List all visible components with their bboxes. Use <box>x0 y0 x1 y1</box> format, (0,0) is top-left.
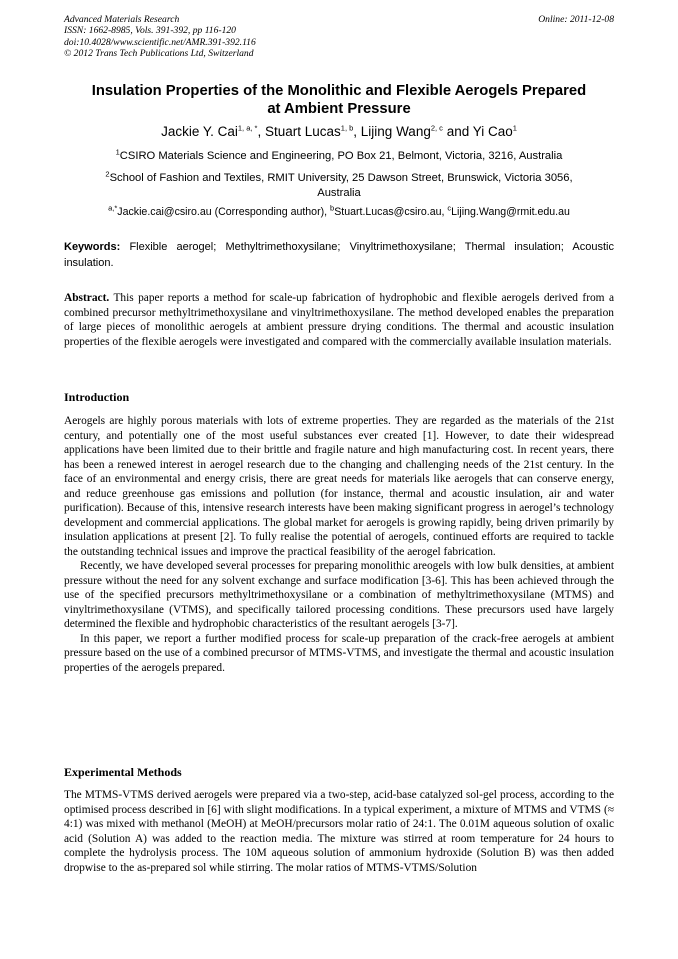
author-superscript: 1, a, * <box>237 123 258 133</box>
affiliation-2 <box>64 171 614 201</box>
paragraph: Recently, we have developed several processes for preparing monolithic areogels with low bulk densities, at ambient pressure without the need for any solvent exchange and surface modification [3-6]. This has been achieved through the use of the specified precursors methyltrimethoxysilane or a combination of methyltrimethoxysilane (MTMS) and vinyltrimethoxysilane (VTMS), and specifically tailored processing conditions. These precursors used have largely determined the flexible and hydrophobic characteristics of the resultant aerogels [3-7]. <box>64 560 614 630</box>
email-address: Lijing.Wang@rmit.edu.au <box>451 206 570 218</box>
affiliation-superscript: 1 <box>115 147 120 157</box>
author-list <box>64 123 614 141</box>
issn: ISSN: 1662-8985, Vols. 391-392, pp 116-120 <box>64 25 236 37</box>
author-name: , Lijing Wang <box>353 124 431 139</box>
affiliation-text: School of Fashion and Textiles, RMIT University, 25 Dawson Street, Brunswick, Victoria 3056, <box>109 172 573 184</box>
paper-title <box>64 82 614 118</box>
paragraph: In this paper, we report a further modified process for scale-up preparation of the crack-free aerogels at ambient pressure based on the use of a combined precursor of MTMS-VTMS, and investigate the thermal and acoustic insulation properties of the aerogels prepared. <box>64 632 614 674</box>
publication-info <box>64 14 256 59</box>
email-superscript: c <box>447 203 452 213</box>
email-list <box>64 205 614 219</box>
author-name: , Stuart Lucas <box>257 124 341 139</box>
title-line-1: Insulation Properties of the Monolithic and Flexible Aerogels Prepared <box>91 83 587 99</box>
journal-name: Advanced Materials Research <box>64 14 180 25</box>
title-line-2: at Ambient Pressure <box>267 101 411 117</box>
author-superscript: 1 <box>512 123 517 133</box>
email-superscript: a,* <box>108 203 118 213</box>
abstract-label: Abstract. <box>64 292 110 304</box>
methods-body <box>64 788 614 875</box>
keywords-label: Keywords: <box>64 241 121 253</box>
affiliation-superscript: 2 <box>105 169 110 179</box>
introduction-body <box>64 414 614 675</box>
author-superscript: 1, b <box>340 123 354 133</box>
keywords <box>64 240 614 271</box>
author-name: and Yi Cao <box>442 124 513 139</box>
online-date: Online: 2011-12-08 <box>538 14 614 25</box>
abstract-text: This paper reports a method for scale-up fabrication of hydrophobic and flexible aerogels derived from a combined precursor methyltrimethoxysilane and vinyltrimethoxysilane. The method developed enables the preparation of large pieces of monolithic aerogels at ambient pressure drying conditions. The thermal and acoustic insulation properties of the flexible aerogels were investigated and compared with the commercially available insulation materials. <box>64 292 614 348</box>
author-name: Jackie Y. Cai <box>161 124 238 139</box>
email-address: Jackie.cai@csiro.au (Corresponding author), <box>117 206 331 218</box>
paragraph: Aerogels are highly porous materials with lots of extreme properties. They are regarded as the materials of the 21st century, and potentially one of the most useful substances ever created [1]. However, to date their widespread applications have been limited due to their brittle and fragile nature and high manufacturing cost. In recent years, there has been a renewed interest in aerogel research due to the changing and challenging needs of the 21st century. In the face of an environmental and energy crisis, there are great needs for materials like aerogels that can conserve energy, and reduce greenhouse gas emissions and pollution (for instance, thermal and acoustic insulation, air and water purification). Because of this, intensive research interests have been making significant progress in aerogel’s technology development and commercial applications. The global market for aerogels is growing rapidly, being driven primarily by insulation applications at present [2]. To fully realise the potential of aerogels, continued efforts are required to tackle the outstanding technical issues and improve the practical feasibility of the aerogel fabrication. <box>64 415 614 558</box>
doi: doi:10.4028/www.scientific.net/AMR.391-392.116 <box>64 36 256 48</box>
copyright: © 2012 Trans Tech Publications Ltd, Switzerland <box>64 47 254 59</box>
email-superscript: b <box>330 203 335 213</box>
methods-heading: Experimental Methods <box>64 765 182 779</box>
affiliation-1 <box>64 149 614 164</box>
affiliation-text: CSIRO Materials Science and Engineering, PO Box 21, Belmont, Victoria, 3216, Australia <box>119 150 563 162</box>
abstract <box>64 291 614 349</box>
introduction-heading: Introduction <box>64 390 130 404</box>
keywords-text: Flexible aerogel; Methyltrimethoxysilane; Vinyltrimethoxysilane; Thermal insulation; Acoustic insulation. <box>64 241 614 269</box>
email-address: Stuart.Lucas@csiro.au, <box>334 206 448 218</box>
author-superscript: 2, c <box>430 123 443 133</box>
paragraph: The MTMS-VTMS derived aerogels were prepared via a two-step, acid-base catalyzed sol-gel process, according to the optimised process described in [6] with slight modifications. In a typical experiment, a mixture of MTMS and VTMS (≈ 4:1) was mixed with methanol (MeOH) at MeOH/precursors molar ratio of 24:1. The 0.01M aqueous solution of oxalic acid (Solution A) was added to the reaction media. The mixture was stirred at room temperature for 24 hours to complete the hydrolysis process. The 10M aqueous solution of ammonium hydroxide (Solution B) was then added dropwise to the as-prepared sol while stirring. The molar ratios of MTMS-VTMS/Solution <box>64 789 614 874</box>
affiliation-text: Australia <box>317 187 361 199</box>
